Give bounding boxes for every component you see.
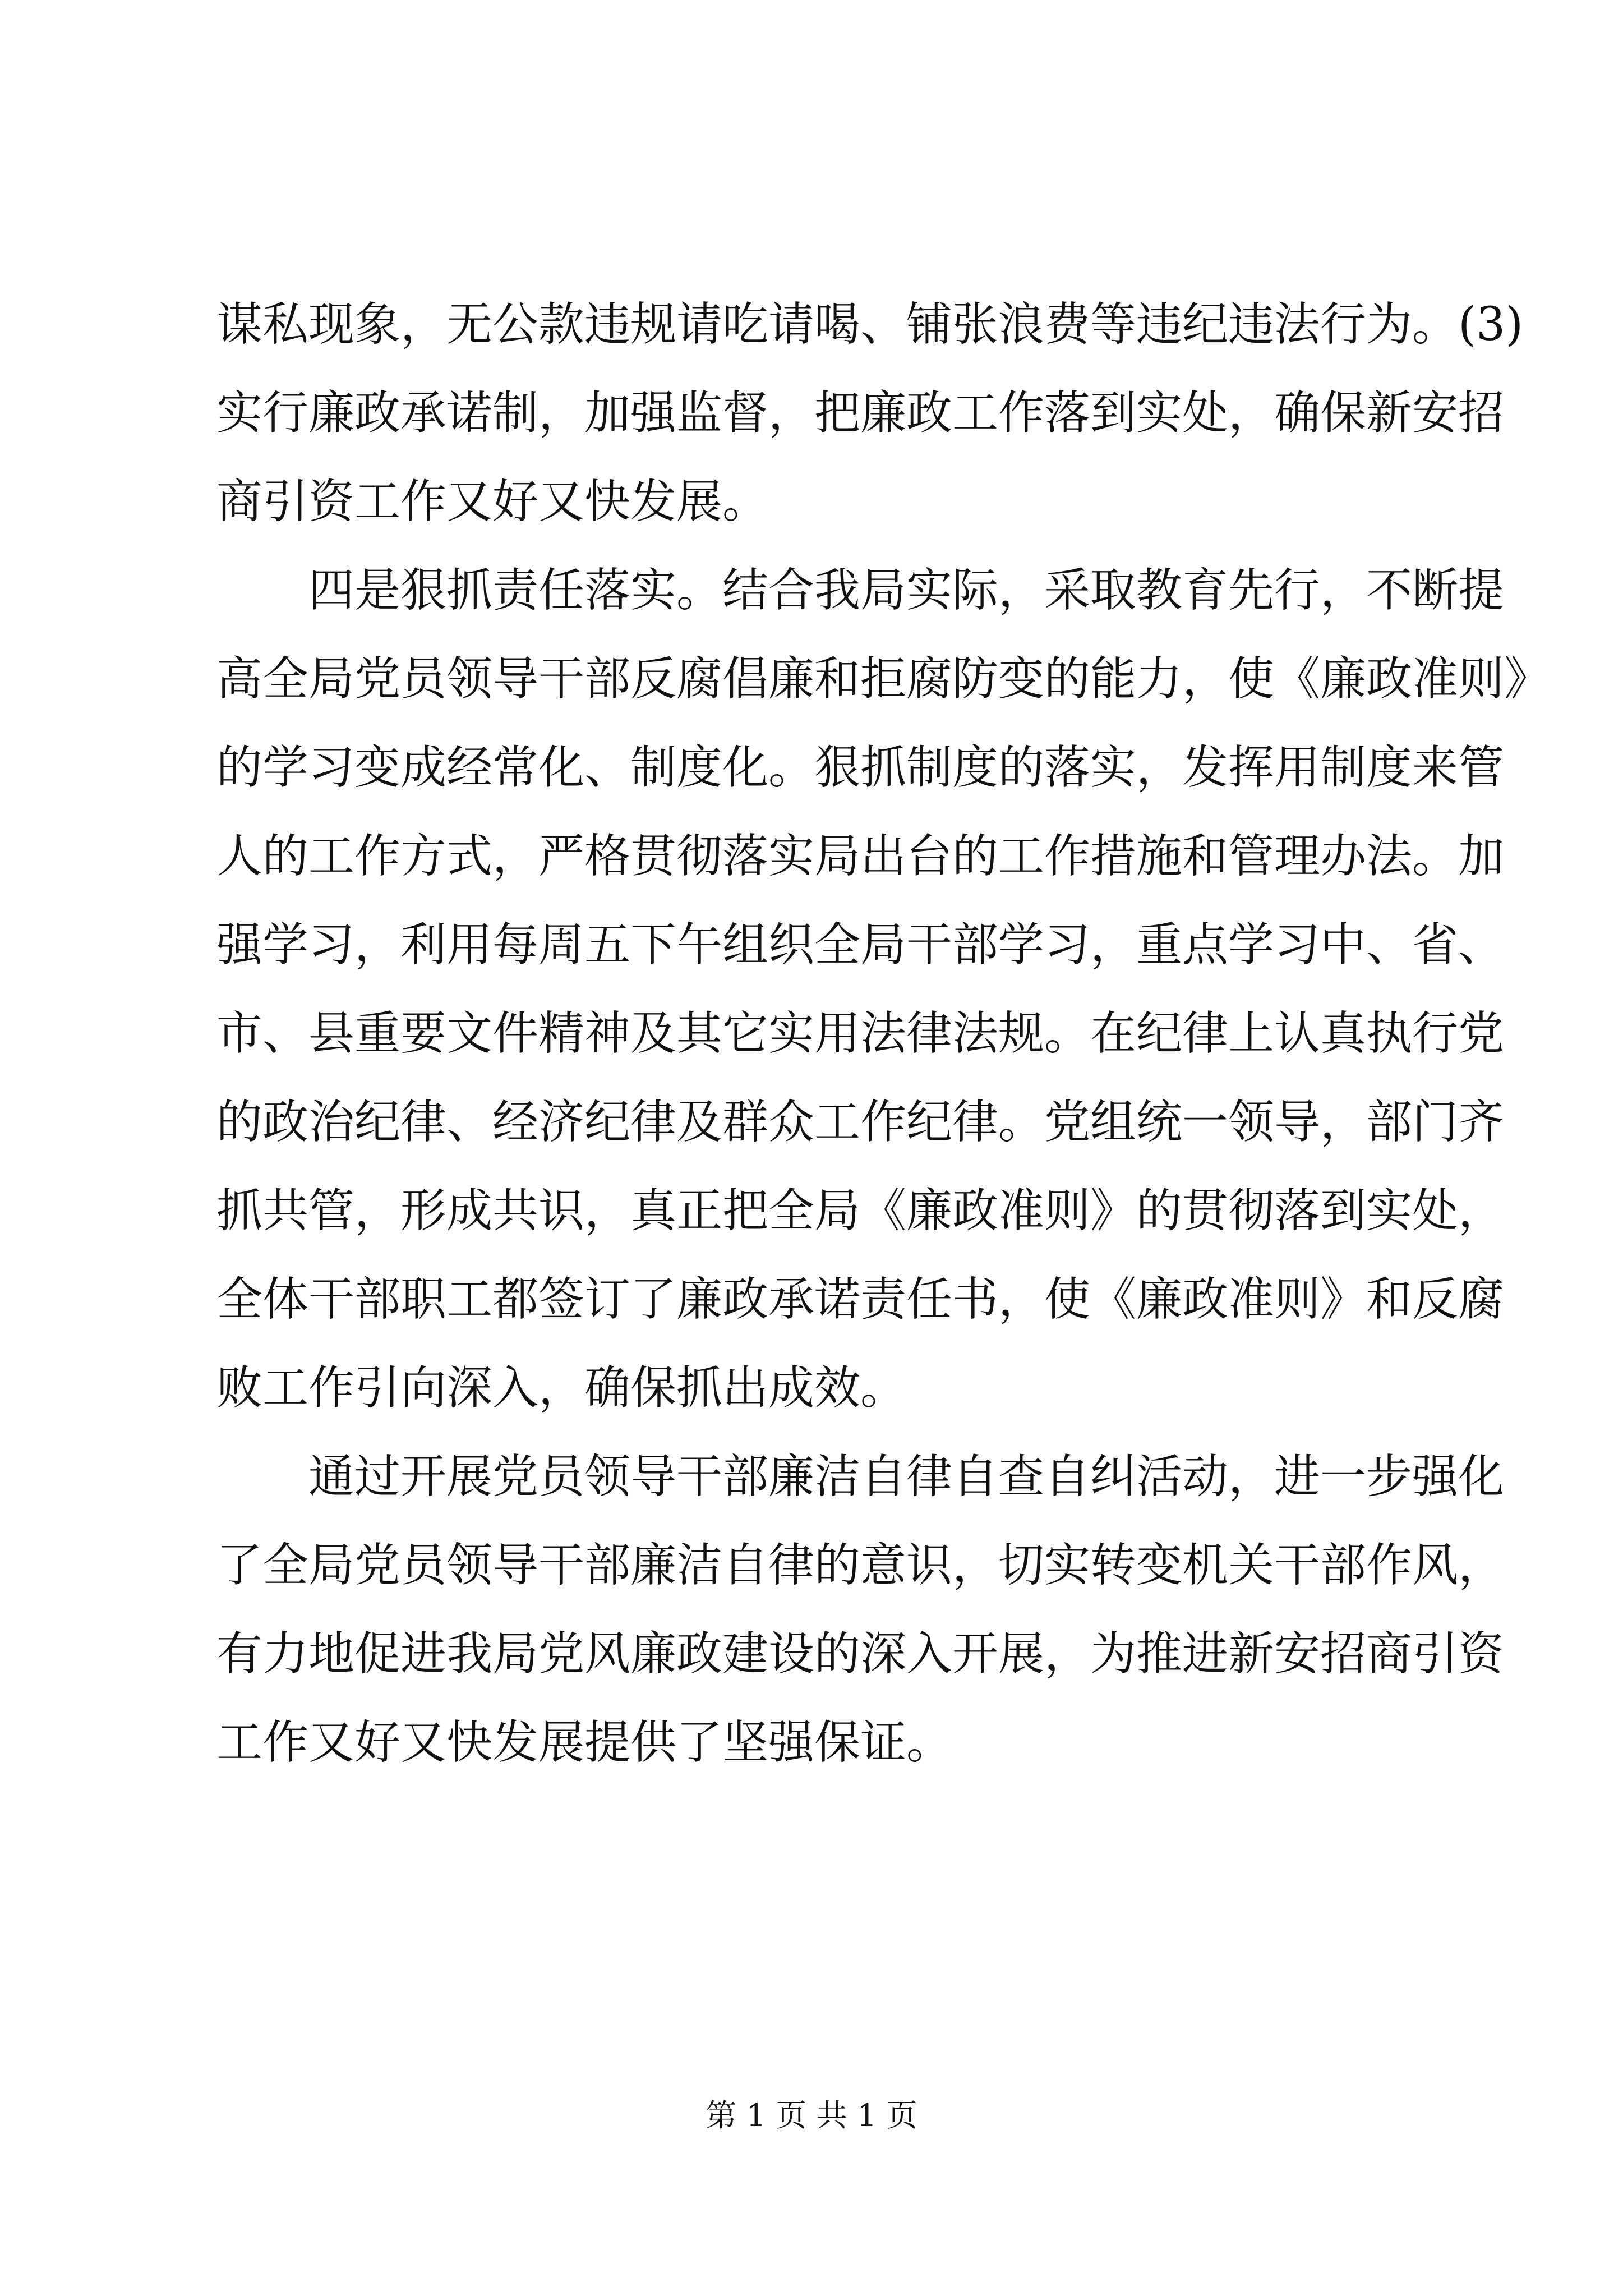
text-line: 全体干部职工都签订了廉政承诺责任书，使《廉政准则》和反腐 (216, 1273, 1505, 1326)
text-line: 谋私现象，无公款违规请吃请喝、铺张浪费等违纪违法行为。(3) (216, 298, 1524, 351)
page-footer: 第 1 页 共 1 页 (706, 2097, 917, 2133)
paragraph (216, 546, 1551, 1433)
text-line: 败工作引向深入，确保抓出成效。 (216, 1361, 907, 1415)
text-line: 商引资工作又好又快发展。 (216, 475, 769, 528)
paragraph (216, 280, 1524, 546)
text-line: 了全局党员领导干部廉洁自律的意识，切实转变机关干部作风， (216, 1539, 1505, 1592)
paragraph (216, 1433, 1505, 1787)
text-line: 四是狠抓责任落实。结合我局实际，采取教育先行，不断提 (308, 564, 1505, 617)
text-line: 通过开展党员领导干部廉洁自律自查自纠活动，进一步强化 (308, 1450, 1505, 1503)
text-line: 强学习，利用每周五下午组织全局干部学习，重点学习中、省、 (216, 918, 1505, 972)
text-line: 市、县重要文件精神及其它实用法律法规。在纪律上认真执行党 (216, 1007, 1505, 1060)
document-body (216, 280, 1551, 1787)
text-line: 抓共管，形成共识，真正把全局《廉政准则》的贯彻落到实处， (216, 1184, 1505, 1237)
text-line: 高全局党员领导干部反腐倡廉和拒腐防变的能力，使《廉政准则》 (216, 652, 1551, 706)
text-line: 工作又好又快发展提供了坚强保证。 (216, 1716, 953, 1769)
text-line: 实行廉政承诺制，加强监督，把廉政工作落到实处，确保新安招 (216, 386, 1505, 440)
text-line: 人的工作方式，严格贯彻落实局出台的工作措施和管理办法。加 (216, 830, 1505, 883)
text-line: 的政治纪律、经济纪律及群众工作纪律。党组统一领导，部门齐 (216, 1096, 1505, 1149)
text-line: 有力地促进我局党风廉政建设的深入开展，为推进新安招商引资 (216, 1627, 1505, 1681)
text-line: 的学习变成经常化、制度化。狠抓制度的落实，发挥用制度来管 (216, 741, 1505, 794)
